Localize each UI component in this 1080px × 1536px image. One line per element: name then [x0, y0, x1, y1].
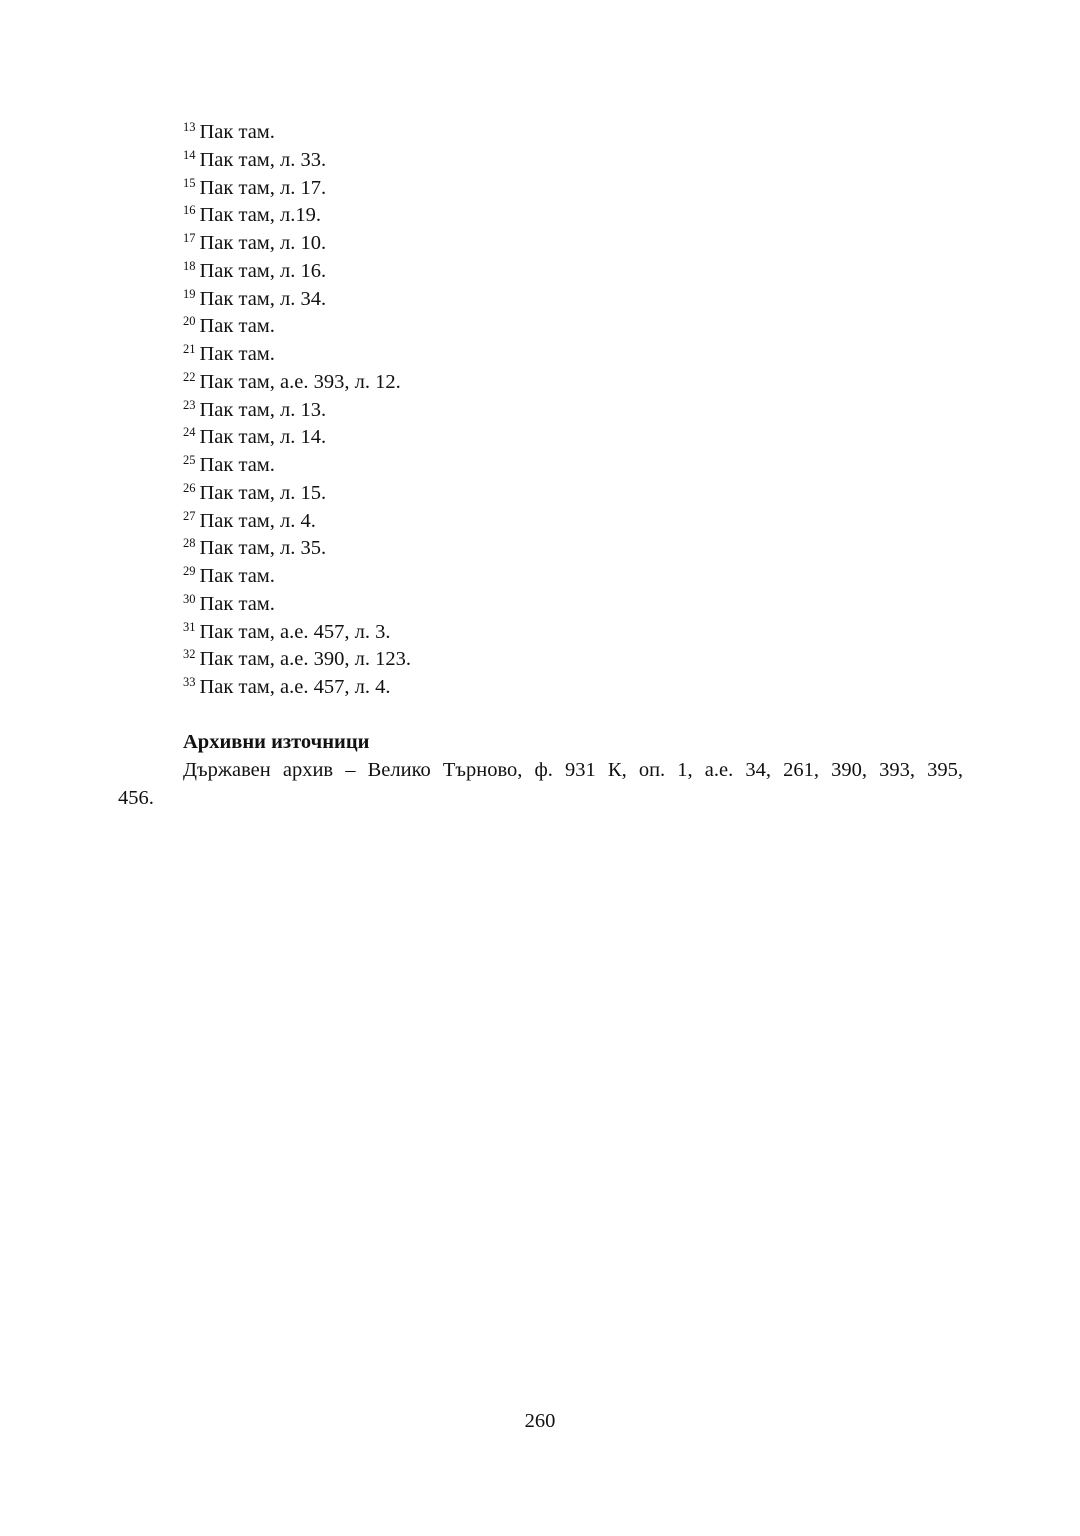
footnote — [183, 563, 883, 591]
footnotes-list — [183, 119, 883, 702]
footnote — [183, 202, 883, 230]
footnote-number: 24 — [183, 425, 196, 440]
footnote-number: 20 — [183, 314, 196, 329]
footnote-text: Пак там, л. 33. — [199, 148, 327, 171]
footnote — [183, 397, 883, 425]
footnote — [183, 452, 883, 480]
footnote-text: Пак там, л. 35. — [199, 537, 327, 560]
footnote-text: Пак там, а.е. 457, л. 4. — [199, 676, 391, 698]
footnote — [183, 147, 883, 175]
footnote — [183, 591, 883, 619]
footnote-text: Пак там, л. 14. — [199, 426, 327, 449]
footnote-text: Пак там. — [199, 343, 275, 365]
footnote-number: 30 — [183, 591, 196, 606]
footnote-text: Пак там, л. 17. — [199, 176, 327, 199]
sources-text-line-2: 456. — [118, 787, 154, 809]
footnote — [183, 674, 883, 702]
footnote-text: Пак там. — [199, 592, 275, 615]
footnote-number: 13 — [183, 120, 196, 134]
sources-heading: Архивни източници — [183, 731, 370, 753]
footnote — [183, 369, 883, 397]
footnote-number: 14 — [183, 147, 196, 162]
footnote-number: 23 — [183, 397, 196, 412]
footnote — [183, 619, 883, 647]
footnote-number: 17 — [183, 231, 196, 245]
footnote-text: Пак там, л. 34. — [199, 287, 327, 310]
footnote-number: 19 — [183, 286, 196, 301]
sources-text — [118, 756, 963, 812]
footnote-text: Пак там, а.е. 393, л. 12. — [199, 370, 401, 393]
footnote-number: 31 — [183, 619, 196, 634]
footnote-text: Пак там. — [199, 315, 275, 338]
footnote-number: 18 — [183, 258, 196, 273]
footnote — [183, 341, 883, 369]
footnote-number: 29 — [183, 564, 196, 578]
footnote-number: 21 — [183, 342, 196, 356]
footnote-text: Пак там, а.е. 390, л. 123. — [199, 648, 411, 671]
footnote — [183, 119, 883, 147]
archival-sources-section — [118, 728, 963, 812]
footnote-text: Пак там, л. 16. — [199, 259, 327, 282]
footnote-number: 22 — [183, 369, 196, 384]
footnote — [183, 286, 883, 314]
footnote-number: 16 — [183, 203, 196, 218]
footnote-text: Пак там, а.е. 457, л. 3. — [199, 620, 391, 643]
footnote-text: Пак там, л.19. — [199, 204, 321, 227]
footnote-number: 32 — [183, 647, 196, 662]
sources-text-line-1: Държавен архив – Велико Търново, ф. 931 К, оп. 1, а.е. 34, 261, 390, 393, 395, — [183, 759, 963, 781]
footnote-number: 33 — [183, 675, 196, 689]
footnote-text: Пак там, л. 13. — [199, 398, 327, 421]
footnote-number: 27 — [183, 508, 196, 523]
footnote — [183, 480, 883, 508]
footnote — [183, 424, 883, 452]
footnote-text: Пак там, л. 4. — [199, 509, 316, 532]
footnote — [183, 230, 883, 258]
footnote — [183, 535, 883, 563]
footnote-text: Пак там. — [199, 454, 275, 476]
footnote-number: 26 — [183, 480, 196, 495]
footnote-number: 15 — [183, 175, 196, 190]
footnote — [183, 258, 883, 286]
footnote — [183, 508, 883, 536]
footnote-text: Пак там, л. 10. — [199, 232, 327, 254]
footnote-number: 28 — [183, 536, 196, 551]
page-number: 260 — [524, 1410, 556, 1432]
footnote-text: Пак там, л. 15. — [199, 481, 327, 504]
footnote-number: 25 — [183, 453, 196, 467]
footnote-text: Пак там. — [199, 121, 275, 143]
footnote — [183, 313, 883, 341]
footnote — [183, 175, 883, 203]
footnote-text: Пак там. — [199, 565, 275, 587]
footnote — [183, 646, 883, 674]
